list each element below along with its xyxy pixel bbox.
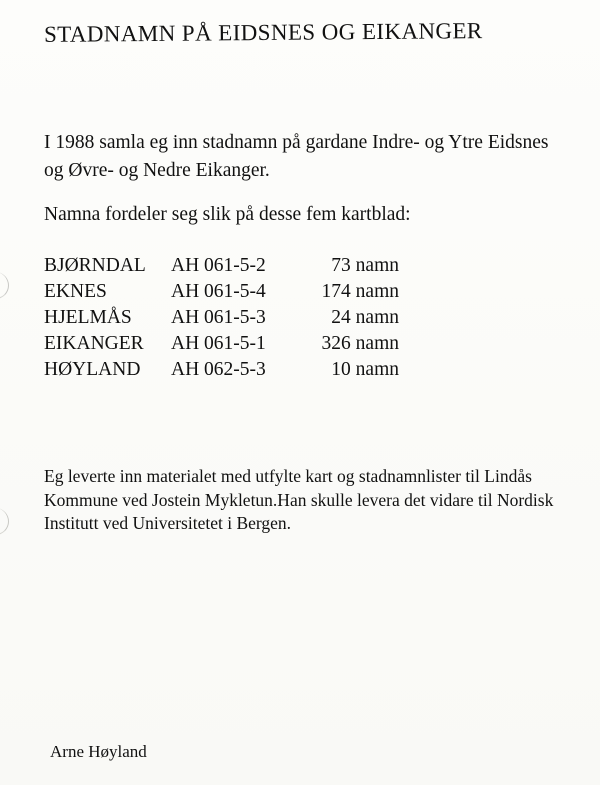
sheet-code: AH 061-5-4 bbox=[171, 281, 266, 302]
punch-hole-mark bbox=[0, 272, 9, 299]
sheet-count: 73 namn bbox=[331, 255, 399, 276]
map-sheet-row bbox=[44, 279, 464, 305]
document-title: STADNAMN PÅ EIDSNES OG EIKANGER bbox=[43, 18, 483, 47]
sheet-name: EIKANGER bbox=[44, 333, 144, 354]
map-sheet-row bbox=[44, 253, 464, 279]
intro-paragraph: I 1988 samla eg inn stadnamn på gardane Indre- og Ytre Eidsnes og Øvre- og Nedre Eikanger. bbox=[44, 132, 549, 181]
sheet-count: 174 namn bbox=[321, 281, 399, 302]
punch-hole-mark bbox=[0, 508, 9, 535]
map-sheet-row bbox=[44, 331, 464, 357]
sheet-code: AH 061-5-1 bbox=[171, 333, 266, 354]
sheet-count: 326 namn bbox=[321, 333, 399, 354]
sheet-code: AH 062-5-3 bbox=[171, 359, 266, 380]
distribution-paragraph: Namna fordeler seg slik på desse fem kartblad: bbox=[44, 204, 411, 225]
map-sheet-row bbox=[44, 305, 464, 331]
sheet-name: HØYLAND bbox=[44, 359, 141, 380]
map-sheet-row bbox=[44, 357, 464, 383]
sheet-name: EKNES bbox=[44, 281, 107, 302]
closing-paragraph: Eg leverte inn materialet med utfylte kart og stadnamnlister til Lindås Kommune ved Jostein Mykletun.Han skulle levera det vidare til Nordisk Institutt ved Universitetet i Bergen. bbox=[44, 466, 554, 533]
sheet-count: 10 namn bbox=[331, 359, 399, 380]
sheet-code: AH 061-5-2 bbox=[171, 255, 266, 276]
sheet-name: BJØRNDAL bbox=[44, 255, 146, 276]
sheet-name: HJELMÅS bbox=[44, 307, 132, 328]
sheet-count: 24 namn bbox=[331, 307, 399, 328]
signature: Arne Høyland bbox=[50, 742, 147, 761]
map-sheet-list bbox=[44, 253, 464, 383]
sheet-code: AH 061-5-3 bbox=[171, 307, 266, 328]
